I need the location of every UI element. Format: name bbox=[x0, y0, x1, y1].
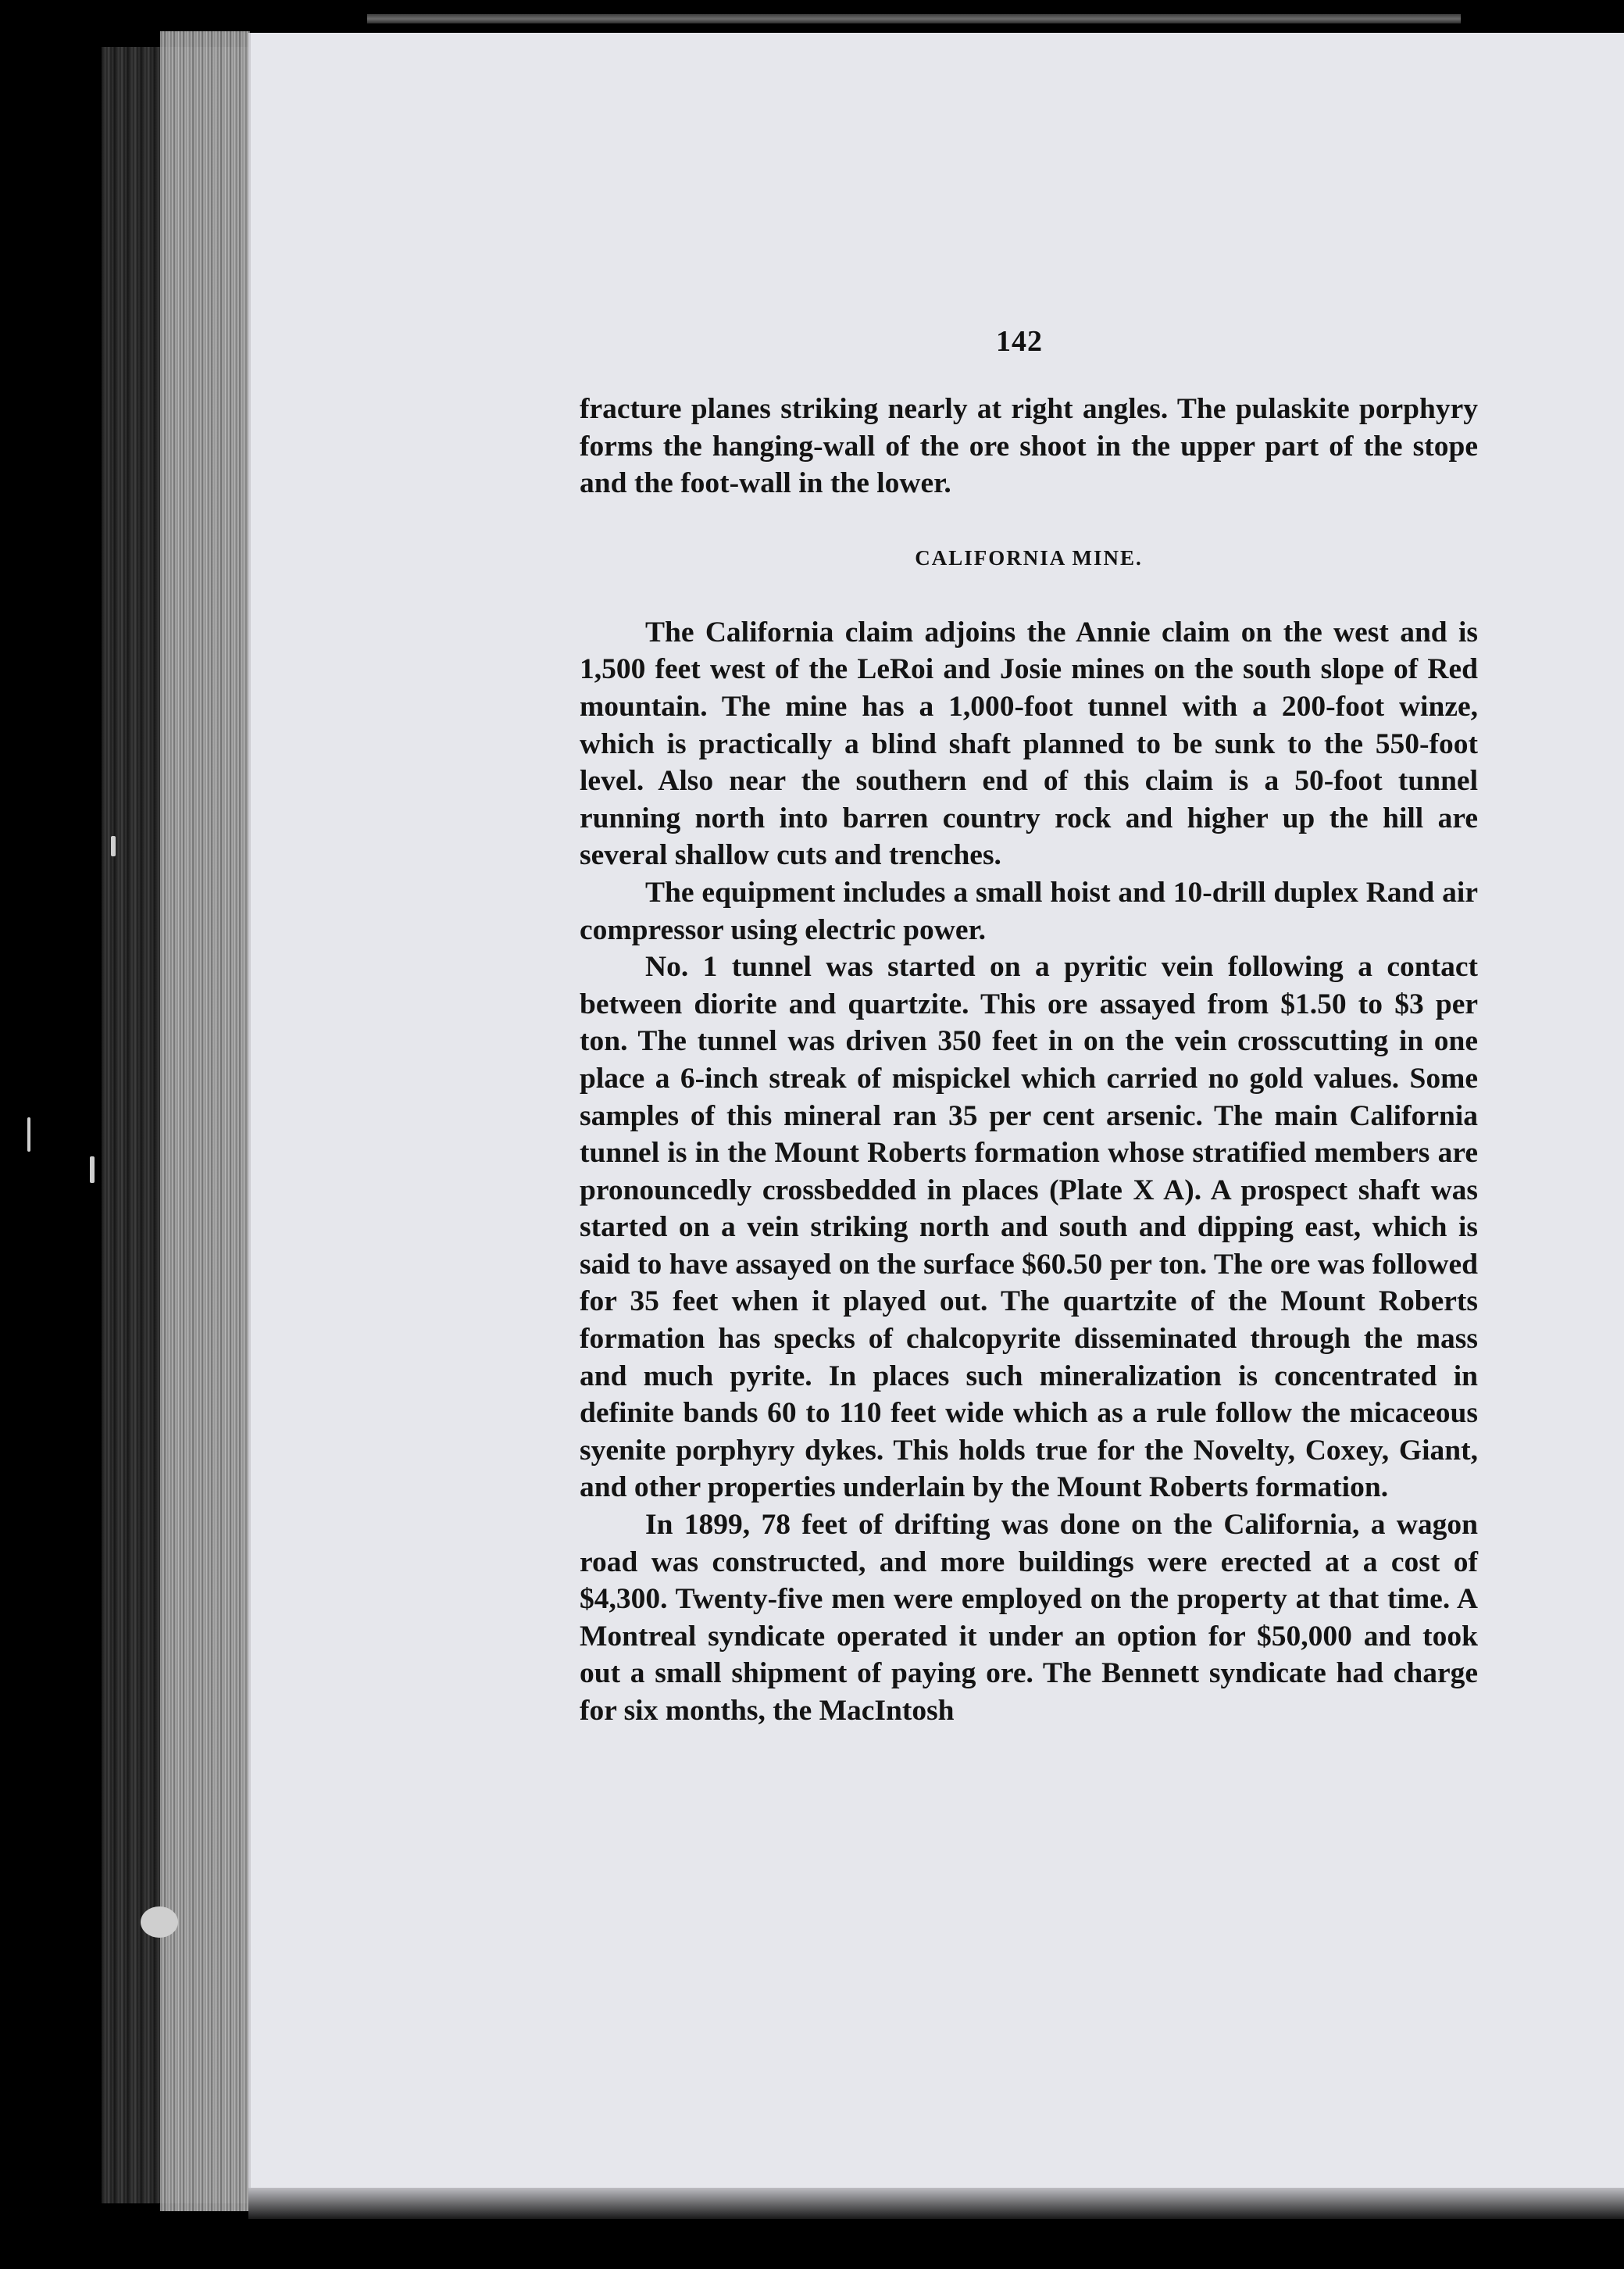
dust-speck bbox=[90, 1156, 95, 1183]
page-bottom-shadow bbox=[248, 2188, 1624, 2219]
page-stack-edges bbox=[160, 31, 250, 2211]
dust-speck bbox=[27, 1117, 30, 1152]
dust-speck bbox=[141, 1906, 178, 1938]
opening-paragraph: fracture planes striking nearly at right angles. The pulaskite porphyry forms the hanging-wall of the ore shoot in the upper part of the stope and the foot-wall in the lower. bbox=[580, 393, 1478, 500]
body-text bbox=[580, 391, 1478, 1730]
paragraph: The California claim adjoins the Annie claim on the west and is 1,500 feet west of the LeRoi and Josie mines on the south slope of Red mountain. The mine has a 1,000-foot tunnel with a 200-foot winze, which is practically a blind shaft planned to be sunk to the 550-foot level. Also near the southern end of this claim is a 50-foot tunnel running north into barren country rock and higher up the hill are several shallow cuts and trenches. bbox=[580, 616, 1478, 872]
paragraph: The equipment includes a small hoist and 10-drill duplex Rand air compressor using electric power. bbox=[580, 876, 1478, 946]
page-top-edge bbox=[367, 14, 1461, 23]
page-number: 142 bbox=[996, 325, 1043, 358]
section-heading: CALIFORNIA MINE. bbox=[915, 545, 1143, 570]
paragraph: In 1899, 78 feet of drifting was done on the California, a wagon road was constructed, and more buildings were erected at a cost of $4,300. Twenty-five men were employed on the property at that time. A Montreal syndicate operated it under an option for $50,000 and took out a small shipment of paying ore. The Bennett syndicate had charge for six months, the MacIntosh bbox=[580, 1509, 1478, 1727]
paragraph: No. 1 tunnel was started on a pyritic vein following a contact between diorite and quartzite. This ore assayed from $1.50 to $3 per ton. The tunnel was driven 350 feet in on the vein crosscutting in one place a 6-inch streak of mispickel which carried no gold values. Some samples of this mineral ran 35 per cent arsenic. The main California tunnel is in the Mount Roberts formation whose stratified members are pronouncedly crossbedded in places (Plate X A). A prospect shaft was started on a vein striking north and south and dipping east, which is said to have assayed on the surface $60.50 per ton. The ore was followed for 35 feet when it played out. The quartzite of the Mount Roberts formation has specks of chalcopyrite disseminated through the mass and much pyrite. In places such mineralization is concentrated in definite bands 60 to 110 feet wide which as a rule follow the micaceous syenite porphyry dykes. This holds true for the Novelty, Coxey, Giant, and other properties underlain by the Mount Roberts formation. bbox=[580, 951, 1478, 1504]
dust-speck bbox=[111, 836, 116, 856]
